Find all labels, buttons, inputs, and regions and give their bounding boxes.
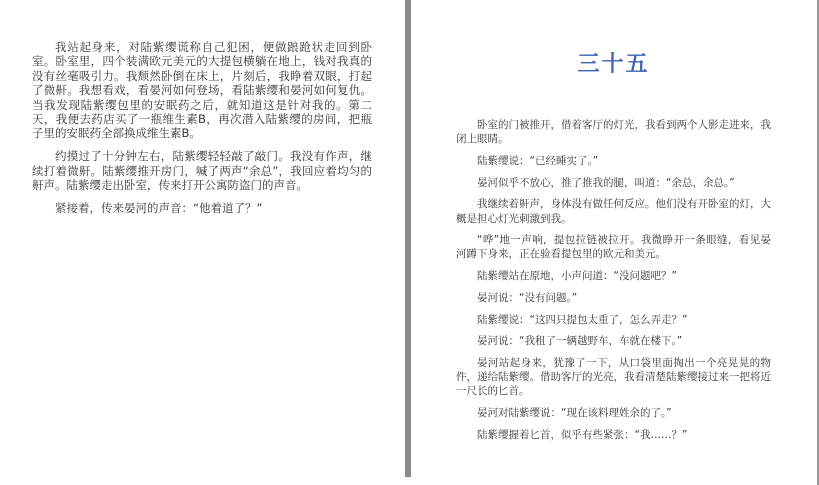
paragraph: 晏河说：“没有问题。” — [477, 291, 578, 304]
paragraph: 晏河说：“我租了一辆越野车，车就在楼下。” — [477, 335, 683, 348]
paragraph: 约摸过了十分钟左右，陆紫缨轻轻敲了敲门。我没有作声，继续打着微鼾。陆紫缨推开房门，喊了两声“余总”，我回应着均匀的鼾声。陆紫缨走出卧室，传来打开公寓防盗门的声音。 — [32, 149, 372, 193]
paragraph: 陆紫缨说：“这四只提包太重了，怎么弄走？” — [477, 313, 688, 326]
paragraph: 卧室的门被推开，借着客厅的灯光，我看到两个人影走进来，我闭上眼睛。 — [456, 119, 771, 146]
paragraph: 陆紫缨说：“已经睡实了。” — [477, 154, 599, 167]
paragraph: 晏河似乎不放心，推了推我的腿，叫道：“余总，余总。” — [477, 176, 735, 189]
paragraph: 陆紫缨站在原地，小声问道：“没问题吧？” — [477, 270, 677, 283]
paragraph: 我站起身来，对陆紫缨谎称自己犯困，便做踉跄状走回到卧室。卧室里，四个装满欧元美元的大提包横躺在地上，钱对我真的没有丝毫吸引力。我颓然卧倒在床上，片刻后，我睁着双眼，打起了微鼾。我想看戏，看晏河如何登场，看陆紫缨和晏河如何复仇。当我发现陆紫缨包里的安眠药之后，就知道这是针对我的。第二天，我便去药店买了一瓶维生素B，再次潜入陆紫缨的房间，把瓶子里的安眠药全部换成维生素B。 — [32, 40, 372, 141]
paragraph: 紧接着，传来晏河的声音：“他着道了？” — [55, 201, 263, 216]
paragraph: 我继续着鼾声，身体没有做任何反应。他们没有开卧室的灯，大概是担心灯光刺激到我。 — [456, 198, 771, 225]
left-page — [32, 40, 372, 224]
paragraph: 陆紫缨握着匕首，似乎有些紧张：“我……？” — [477, 428, 688, 441]
page-divider — [405, 0, 411, 477]
paragraph: “哗”地一声响，提包拉链被拉开。我微睁开一条眼缝，看见晏河蹲下身来，正在验看提包里的欧元和美元。 — [456, 234, 771, 261]
chapter-title: 三十五 — [577, 52, 650, 77]
paragraph: 晏河站起身来，犹豫了一下，从口袋里面掏出一个亮晃晃的物件，递给陆紫缨。借助客厅的光亮，我看清楚陆紫缨接过来一把将近一尺长的匕首。 — [456, 356, 771, 398]
paragraph: 晏河对陆紫缨说：“现在该料理姓余的了。” — [477, 407, 672, 420]
right-page — [456, 50, 771, 449]
